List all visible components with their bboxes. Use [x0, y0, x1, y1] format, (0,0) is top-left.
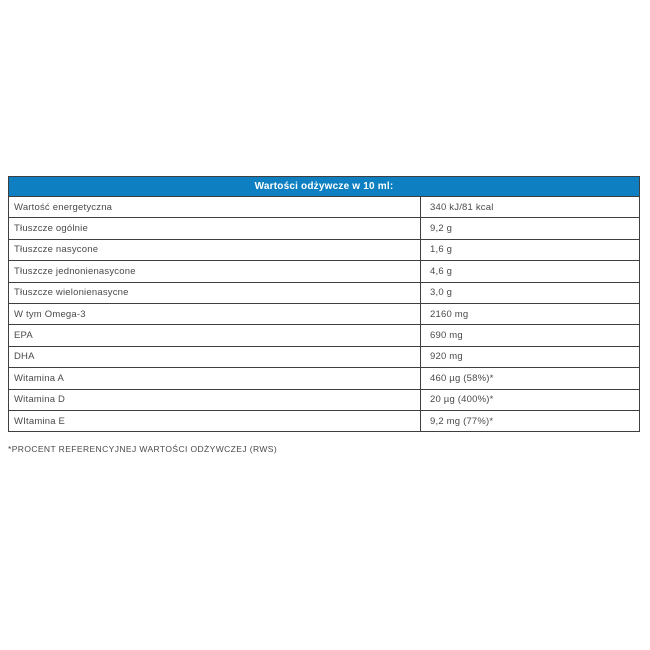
nutrient-label: W tym Omega-3	[9, 303, 421, 324]
table-row	[9, 368, 640, 389]
nutrient-label: Tłuszcze ogólnie	[9, 218, 421, 239]
rws-footnote: *PROCENT REFERENCYJNEJ WARTOŚCI ODŻYWCZEJ (RWS)	[8, 444, 278, 454]
table-row	[9, 218, 640, 239]
table-row	[9, 303, 640, 324]
nutrient-value: 690 mg	[421, 325, 640, 346]
nutrient-value: 340 kJ/81 kcal	[421, 197, 640, 218]
nutrient-label: EPA	[9, 325, 421, 346]
nutrient-value: 460 µg (58%)*	[421, 368, 640, 389]
table-title: Wartości odżywcze w 10 ml:	[9, 177, 640, 197]
nutrient-label: Tłuszcze wielonienasycne	[9, 282, 421, 303]
nutrient-value: 9,2 g	[421, 218, 640, 239]
nutrient-label: Witamina A	[9, 368, 421, 389]
nutrient-value: 3,0 g	[421, 282, 640, 303]
nutrient-label: Wartość energetyczna	[9, 197, 421, 218]
table-header-row	[9, 177, 640, 197]
table-row	[9, 410, 640, 431]
nutrient-label: WItamina E	[9, 410, 421, 431]
nutrient-value: 2160 mg	[421, 303, 640, 324]
table-row	[9, 261, 640, 282]
nutrient-label: Witamina D	[9, 389, 421, 410]
table-row	[9, 197, 640, 218]
table-row	[9, 389, 640, 410]
nutrient-value: 920 mg	[421, 346, 640, 367]
nutrient-label: Tłuszcze jednonienasycone	[9, 261, 421, 282]
nutrient-label: Tłuszcze nasycone	[9, 239, 421, 260]
table-row	[9, 282, 640, 303]
nutrient-label: DHA	[9, 346, 421, 367]
nutrient-value: 9,2 mg (77%)*	[421, 410, 640, 431]
nutrient-value: 1,6 g	[421, 239, 640, 260]
table-row	[9, 346, 640, 367]
nutrient-value: 20 µg (400%)*	[421, 389, 640, 410]
nutrient-value: 4,6 g	[421, 261, 640, 282]
nutrition-facts-table	[8, 176, 640, 432]
table-row	[9, 325, 640, 346]
table-row	[9, 239, 640, 260]
